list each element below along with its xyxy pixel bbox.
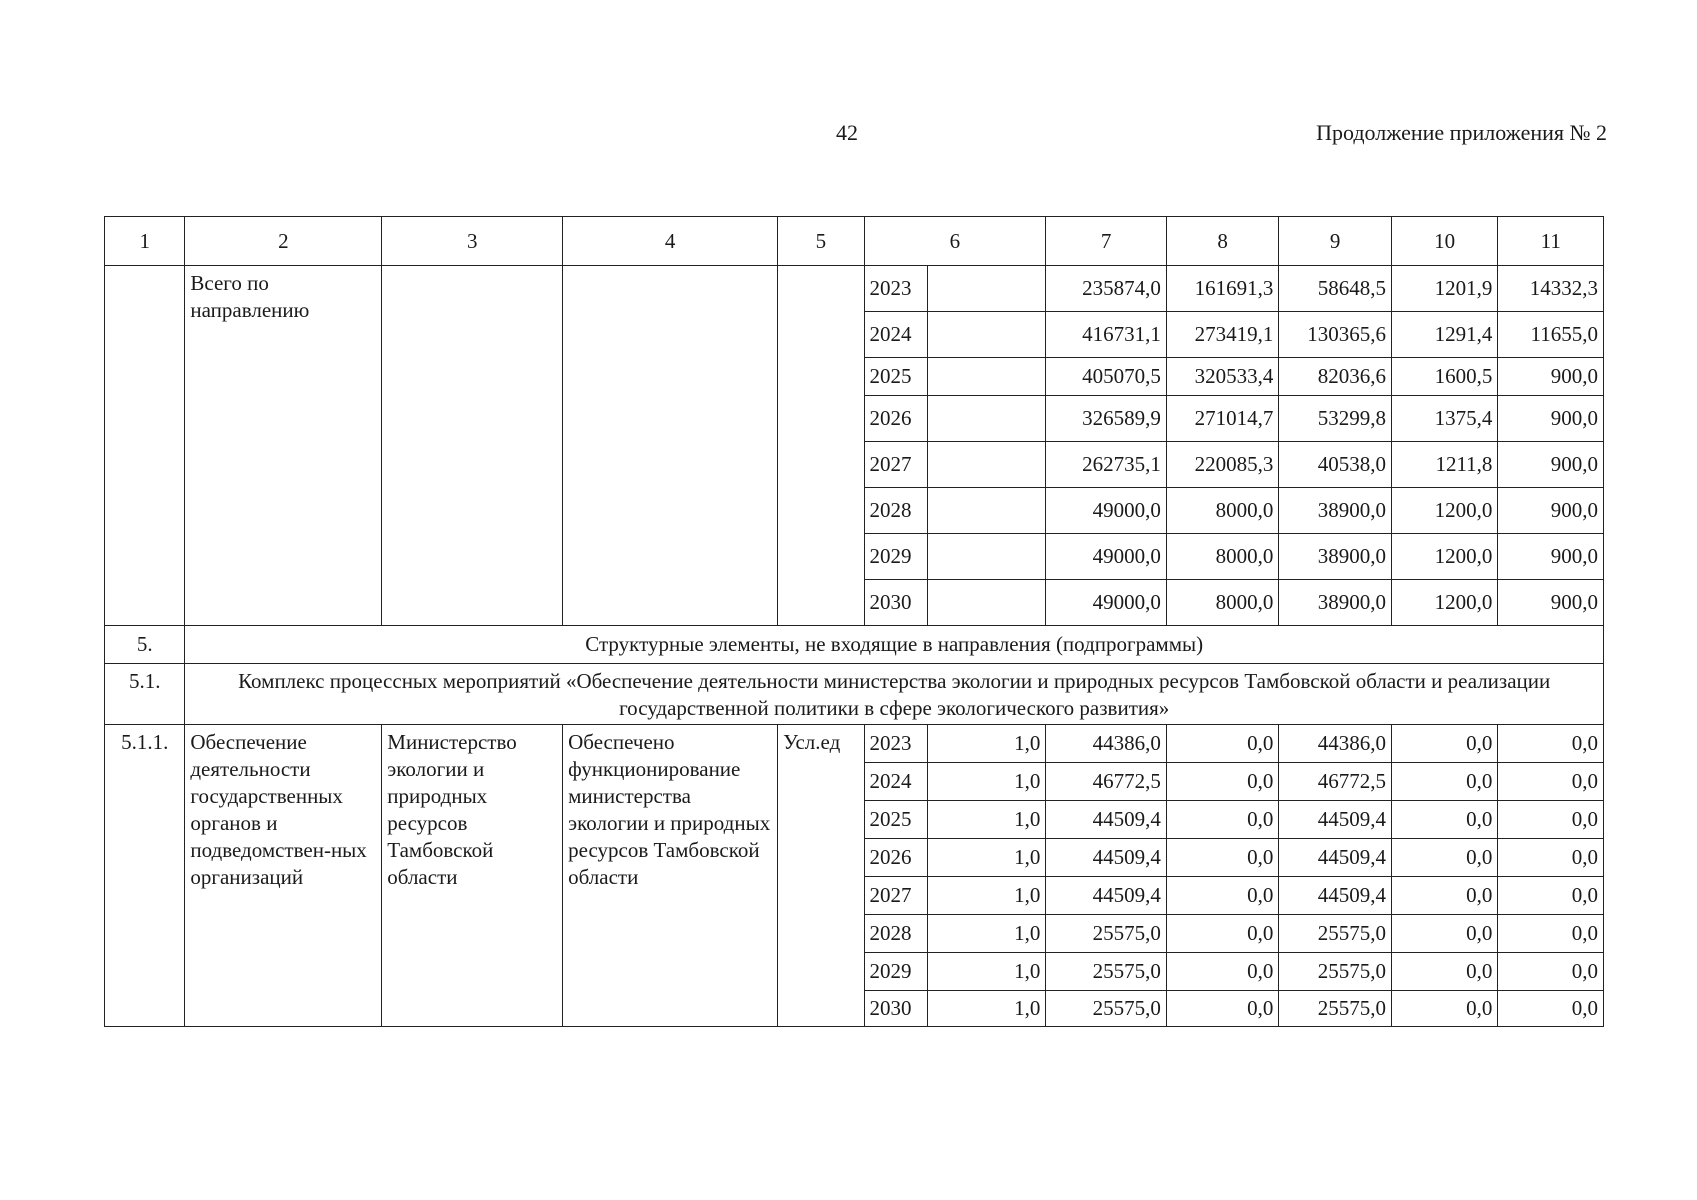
value-cell: 405070,5 bbox=[1046, 358, 1167, 396]
col-header: 2 bbox=[185, 217, 382, 266]
value-cell: 326589,9 bbox=[1046, 396, 1167, 442]
col-header: 6 bbox=[864, 217, 1046, 266]
table-row bbox=[105, 725, 1604, 763]
col-header: 9 bbox=[1279, 217, 1392, 266]
value-cell bbox=[927, 580, 1046, 626]
direction-total-label: Всего по направлению bbox=[185, 266, 382, 626]
value-cell: 220085,3 bbox=[1166, 442, 1279, 488]
value-cell: 46772,5 bbox=[1046, 763, 1167, 801]
value-cell: 0,0 bbox=[1166, 839, 1279, 877]
year-cell: 2023 bbox=[864, 725, 927, 763]
value-cell: 1600,5 bbox=[1391, 358, 1497, 396]
value-cell: 0,0 bbox=[1391, 877, 1497, 915]
value-cell bbox=[927, 442, 1046, 488]
value-cell: 40538,0 bbox=[1279, 442, 1392, 488]
value-cell: 38900,0 bbox=[1279, 534, 1392, 580]
value-cell: 44509,4 bbox=[1279, 877, 1392, 915]
item-name: Обеспечение деятельности государственных органов и подведомствен-ных организаций bbox=[185, 725, 382, 1027]
value-cell: 416731,1 bbox=[1046, 312, 1167, 358]
value-cell: 161691,3 bbox=[1166, 266, 1279, 312]
value-cell: 49000,0 bbox=[1046, 534, 1167, 580]
column-header-row bbox=[105, 217, 1604, 266]
section-row bbox=[105, 664, 1604, 725]
value-cell: 44509,4 bbox=[1279, 801, 1392, 839]
value-cell: 25575,0 bbox=[1046, 991, 1167, 1027]
value-cell: 1,0 bbox=[927, 991, 1046, 1027]
year-cell: 2030 bbox=[864, 580, 927, 626]
value-cell: 38900,0 bbox=[1279, 580, 1392, 626]
value-cell: 900,0 bbox=[1498, 442, 1604, 488]
value-cell: 8000,0 bbox=[1166, 580, 1279, 626]
item-unit: Усл.ед bbox=[778, 725, 864, 1027]
value-cell: 8000,0 bbox=[1166, 488, 1279, 534]
value-cell: 1,0 bbox=[927, 915, 1046, 953]
value-cell: 1,0 bbox=[927, 725, 1046, 763]
value-cell: 1200,0 bbox=[1391, 580, 1497, 626]
year-cell: 2028 bbox=[864, 915, 927, 953]
table-cell bbox=[382, 266, 563, 626]
value-cell: 25575,0 bbox=[1046, 953, 1167, 991]
value-cell: 0,0 bbox=[1498, 763, 1604, 801]
value-cell bbox=[927, 358, 1046, 396]
value-cell: 0,0 bbox=[1391, 763, 1497, 801]
value-cell bbox=[927, 312, 1046, 358]
value-cell: 0,0 bbox=[1166, 763, 1279, 801]
year-cell: 2026 bbox=[864, 396, 927, 442]
col-header: 10 bbox=[1391, 217, 1497, 266]
value-cell: 0,0 bbox=[1166, 877, 1279, 915]
value-cell: 0,0 bbox=[1498, 915, 1604, 953]
section-title: Структурные элементы, не входящие в направления (подпрограммы) bbox=[185, 626, 1604, 664]
value-cell: 0,0 bbox=[1498, 725, 1604, 763]
value-cell: 44509,4 bbox=[1279, 839, 1392, 877]
value-cell: 0,0 bbox=[1391, 725, 1497, 763]
value-cell: 44509,4 bbox=[1046, 801, 1167, 839]
year-cell: 2024 bbox=[864, 763, 927, 801]
budget-table bbox=[104, 216, 1604, 1027]
section-number: 5.1. bbox=[105, 664, 185, 725]
value-cell: 25575,0 bbox=[1279, 915, 1392, 953]
value-cell: 53299,8 bbox=[1279, 396, 1392, 442]
year-cell: 2025 bbox=[864, 801, 927, 839]
value-cell: 11655,0 bbox=[1498, 312, 1604, 358]
value-cell: 0,0 bbox=[1498, 839, 1604, 877]
value-cell: 1200,0 bbox=[1391, 488, 1497, 534]
section-number: 5. bbox=[105, 626, 185, 664]
value-cell: 273419,1 bbox=[1166, 312, 1279, 358]
year-cell: 2027 bbox=[864, 877, 927, 915]
section-row bbox=[105, 626, 1604, 664]
year-cell: 2026 bbox=[864, 839, 927, 877]
value-cell: 49000,0 bbox=[1046, 488, 1167, 534]
value-cell: 900,0 bbox=[1498, 396, 1604, 442]
row-number-cell bbox=[105, 266, 185, 626]
value-cell: 38900,0 bbox=[1279, 488, 1392, 534]
year-cell: 2023 bbox=[864, 266, 927, 312]
item-executor: Министерство экологии и природных ресурсов Тамбовской области bbox=[382, 725, 563, 1027]
year-cell: 2028 bbox=[864, 488, 927, 534]
table-cell bbox=[778, 266, 864, 626]
value-cell bbox=[927, 488, 1046, 534]
value-cell: 0,0 bbox=[1498, 877, 1604, 915]
year-cell: 2024 bbox=[864, 312, 927, 358]
value-cell: 0,0 bbox=[1391, 953, 1497, 991]
section-title: Комплекс процессных мероприятий «Обеспечение деятельности министерства экологии и природных ресурсов Тамбовской области и реализации государственной политики в сфере экологического развития» bbox=[185, 664, 1604, 725]
year-cell: 2025 bbox=[864, 358, 927, 396]
value-cell: 14332,3 bbox=[1498, 266, 1604, 312]
value-cell: 0,0 bbox=[1166, 991, 1279, 1027]
value-cell: 58648,5 bbox=[1279, 266, 1392, 312]
value-cell: 44509,4 bbox=[1046, 839, 1167, 877]
value-cell: 1375,4 bbox=[1391, 396, 1497, 442]
value-cell: 130365,6 bbox=[1279, 312, 1392, 358]
value-cell: 1,0 bbox=[927, 801, 1046, 839]
value-cell: 271014,7 bbox=[1166, 396, 1279, 442]
value-cell: 25575,0 bbox=[1046, 915, 1167, 953]
value-cell: 46772,5 bbox=[1279, 763, 1392, 801]
value-cell: 1,0 bbox=[927, 763, 1046, 801]
item-result: Обеспечено функционирование министерства экологии и природных ресурсов Тамбовской области bbox=[563, 725, 778, 1027]
year-cell: 2029 bbox=[864, 534, 927, 580]
value-cell: 8000,0 bbox=[1166, 534, 1279, 580]
value-cell: 25575,0 bbox=[1279, 991, 1392, 1027]
page-number: 42 bbox=[836, 120, 858, 145]
value-cell: 320533,4 bbox=[1166, 358, 1279, 396]
value-cell: 900,0 bbox=[1498, 534, 1604, 580]
value-cell: 1,0 bbox=[927, 877, 1046, 915]
value-cell: 0,0 bbox=[1498, 991, 1604, 1027]
value-cell: 0,0 bbox=[1498, 953, 1604, 991]
value-cell: 44386,0 bbox=[1279, 725, 1392, 763]
year-cell: 2027 bbox=[864, 442, 927, 488]
value-cell: 1211,8 bbox=[1391, 442, 1497, 488]
year-cell: 2029 bbox=[864, 953, 927, 991]
col-header: 5 bbox=[778, 217, 864, 266]
value-cell: 49000,0 bbox=[1046, 580, 1167, 626]
col-header: 7 bbox=[1046, 217, 1167, 266]
col-header: 11 bbox=[1498, 217, 1604, 266]
value-cell: 262735,1 bbox=[1046, 442, 1167, 488]
value-cell: 44509,4 bbox=[1046, 877, 1167, 915]
value-cell: 0,0 bbox=[1166, 801, 1279, 839]
value-cell: 0,0 bbox=[1166, 915, 1279, 953]
page-caption: Продолжение приложения № 2 bbox=[1316, 120, 1607, 145]
col-header: 1 bbox=[105, 217, 185, 266]
value-cell: 1291,4 bbox=[1391, 312, 1497, 358]
value-cell: 1200,0 bbox=[1391, 534, 1497, 580]
value-cell: 0,0 bbox=[1391, 801, 1497, 839]
table-row bbox=[105, 266, 1604, 312]
value-cell bbox=[927, 266, 1046, 312]
value-cell: 0,0 bbox=[1391, 915, 1497, 953]
value-cell: 82036,6 bbox=[1279, 358, 1392, 396]
item-number: 5.1.1. bbox=[105, 725, 185, 1027]
value-cell bbox=[927, 534, 1046, 580]
value-cell: 0,0 bbox=[1391, 991, 1497, 1027]
value-cell: 0,0 bbox=[1166, 725, 1279, 763]
col-header: 4 bbox=[563, 217, 778, 266]
value-cell: 1,0 bbox=[927, 953, 1046, 991]
value-cell: 0,0 bbox=[1498, 801, 1604, 839]
value-cell: 25575,0 bbox=[1279, 953, 1392, 991]
value-cell: 1,0 bbox=[927, 839, 1046, 877]
value-cell bbox=[927, 396, 1046, 442]
value-cell: 0,0 bbox=[1391, 839, 1497, 877]
value-cell: 1201,9 bbox=[1391, 266, 1497, 312]
col-header: 8 bbox=[1166, 217, 1279, 266]
value-cell: 0,0 bbox=[1166, 953, 1279, 991]
value-cell: 900,0 bbox=[1498, 488, 1604, 534]
table-cell bbox=[563, 266, 778, 626]
value-cell: 235874,0 bbox=[1046, 266, 1167, 312]
value-cell: 900,0 bbox=[1498, 580, 1604, 626]
value-cell: 900,0 bbox=[1498, 358, 1604, 396]
col-header: 3 bbox=[382, 217, 563, 266]
value-cell: 44386,0 bbox=[1046, 725, 1167, 763]
year-cell: 2030 bbox=[864, 991, 927, 1027]
